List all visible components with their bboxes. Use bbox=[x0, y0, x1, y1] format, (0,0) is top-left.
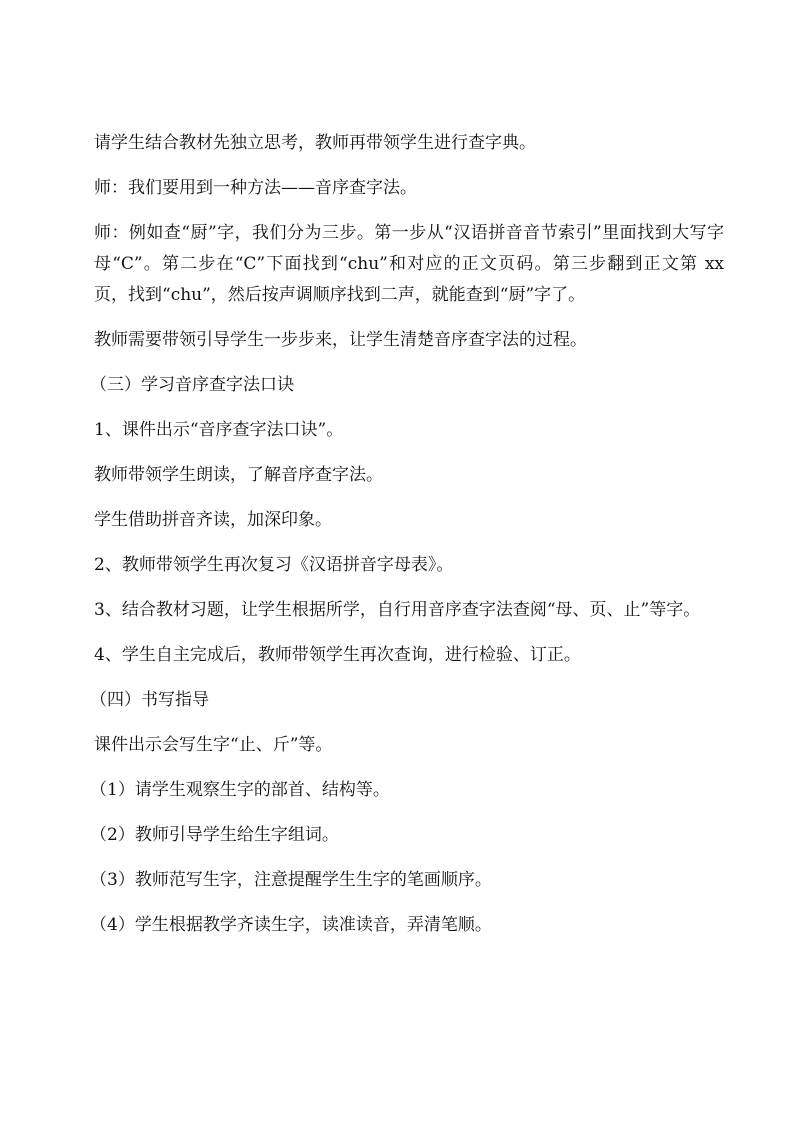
section-heading-4: （四）书写指导 bbox=[90, 690, 209, 710]
list-item-3: 3、结合教材习题，让学生根据所学，自行用音序查字法查阅“母、页、止”等字。 bbox=[94, 600, 701, 620]
paragraph-read-aloud: 教师带领学生朗读，了解音序查字法。 bbox=[94, 465, 383, 485]
paragraph-example: 师：例如查“厨”字，我们分为三步。第一步从“汉语拼音音节索引”里面找到大写字母“C”。第二步在“C”下面找到“chu”和对应的正文页码。第三步翻到正文第 xx 页，找到“chu”，然后按声调顺序找到二声，就能查到“厨”字了。 bbox=[94, 223, 724, 305]
paragraph-intro: 请学生结合教材先独立思考，教师再带领学生进行查字典。 bbox=[94, 133, 536, 153]
paragraph-writing: 课件出示会写生字“止、斤”等。 bbox=[94, 735, 333, 755]
paragraph-pinyin: 学生借助拼音齐读，加深印象。 bbox=[94, 510, 332, 530]
section-heading-3: （三）学习音序查字法口诀 bbox=[90, 375, 294, 395]
paragraph-guidance: 教师需要带领引导学生一步步来，让学生清楚音序查字法的过程。 bbox=[94, 330, 587, 350]
document-body bbox=[90, 128, 724, 941]
list-item-1: 1、课件出示“音序查字法口诀”。 bbox=[94, 420, 344, 440]
sub-item-1: （1）请学生观察生字的部首、结构等。 bbox=[90, 780, 390, 800]
sub-item-3: （3）教师范写生字，注意提醒学生生字的笔画顺序。 bbox=[90, 870, 492, 890]
list-item-2: 2、教师带领学生再次复习《汉语拼音字母表》。 bbox=[94, 555, 454, 575]
sub-item-4: （4）学生根据教学齐读生字，读准读音，弄清笔顺。 bbox=[90, 915, 492, 935]
paragraph-method: 师：我们要用到一种方法——音序查字法。 bbox=[94, 178, 417, 198]
list-item-4: 4、学生自主完成后，教师带领学生再次查询，进行检验、订正。 bbox=[94, 645, 581, 665]
sub-item-2: （2）教师引导学生给生字组词。 bbox=[90, 825, 339, 845]
